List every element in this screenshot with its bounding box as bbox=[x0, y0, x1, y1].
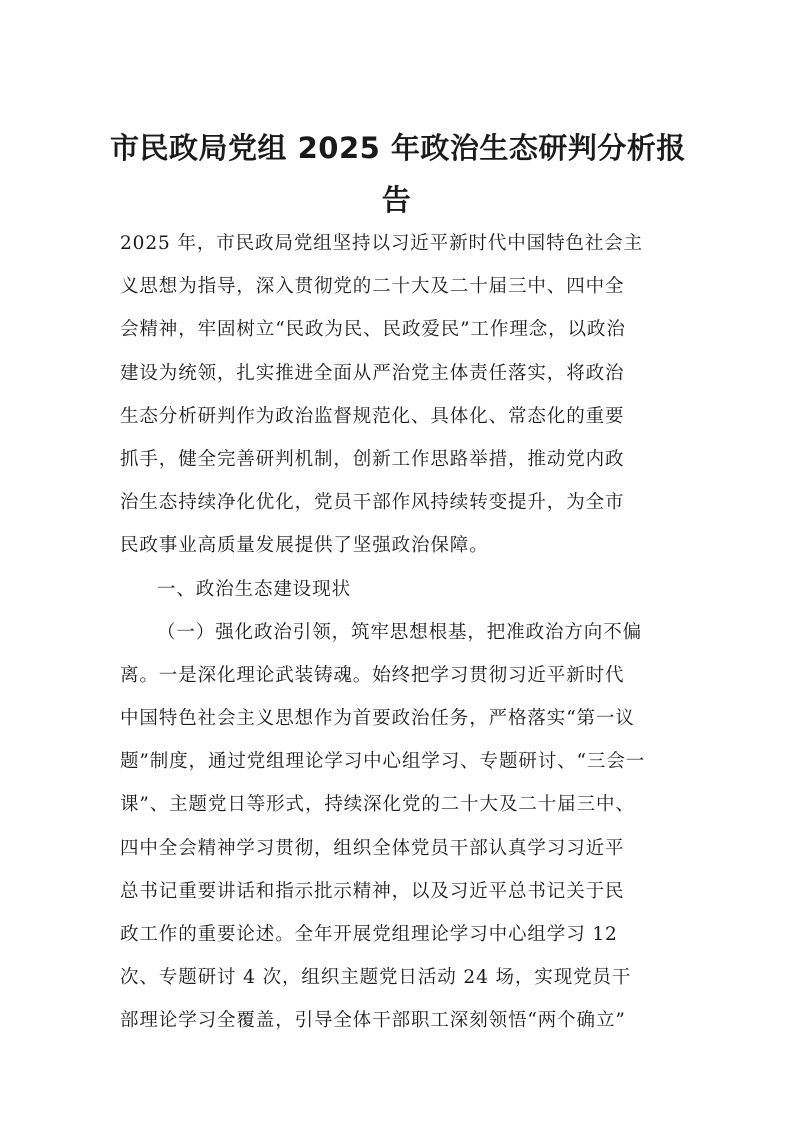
section-heading: 一、政治生态建设现状 bbox=[157, 578, 352, 600]
paragraph-1-line: 治生态持续净化优化，党员干部作风持续转变提升，为全市 bbox=[120, 492, 625, 514]
paragraph-1-line: 建设为统领，扎实推进全面从严治党主体责任落实，将政治 bbox=[120, 362, 625, 384]
paragraph-2-line: 离。一是深化理论武装铸魂。始终把学习贯彻习近平新时代 bbox=[120, 664, 625, 686]
paragraph-2-line: 总书记重要讲话和指示批示精神，以及习近平总书记关于民 bbox=[120, 880, 625, 902]
title-line-1: 市民政局党组 2025 年政治生态研判分析报 bbox=[110, 131, 686, 165]
document-title bbox=[110, 122, 686, 226]
paragraph-2-line: （一）强化政治引领，筑牢思想根基，把准政治方向不偏 bbox=[157, 621, 643, 643]
title-line-2: 告 bbox=[381, 183, 412, 217]
paragraph-2-line: 题”制度，通过党组理论学习中心组学习、专题研讨、“三会一 bbox=[120, 751, 646, 773]
paragraph-2-line: 四中全会精神学习贯彻，组织全体党员干部认真学习习近平 bbox=[120, 837, 625, 859]
paragraph-2-line: 次、专题研讨 4 次，组织主题党日活动 24 场，实现党员干 bbox=[120, 967, 632, 989]
paragraph-1-line: 民政事业高质量发展提供了坚强政治保障。 bbox=[120, 535, 489, 557]
document-body bbox=[120, 222, 676, 1043]
paragraph-1-line: 抓手，健全完善研判机制，创新工作思路举措，推动党内政 bbox=[120, 448, 625, 470]
paragraph-1-line: 义思想为指导，深入贯彻党的二十大及二十届三中、四中全 bbox=[120, 276, 625, 298]
paragraph-2-line: 部理论学习全覆盖，引导全体干部职工深刻领悟“两个确立” bbox=[120, 1010, 626, 1032]
paragraph-1-line: 2025 年，市民政局党组坚持以习近平新时代中国特色社会主 bbox=[120, 233, 644, 254]
paragraph-2-line: 中国特色社会主义思想作为首要政治任务，严格落实“第一议 bbox=[120, 708, 635, 730]
paragraph-1-line: 生态分析研判作为政治监督规范化、具体化、常态化的重要 bbox=[120, 405, 625, 427]
paragraph-2-line: 课”、主题党日等形式，持续深化党的二十大及二十届三中、 bbox=[120, 794, 635, 816]
paragraph-2-line: 政工作的重要论述。全年开展党组理论学习中心组学习 12 bbox=[120, 924, 618, 945]
paragraph-1-line: 会精神，牢固树立“民政为民、民政爱民”工作理念，以政治 bbox=[120, 319, 626, 341]
